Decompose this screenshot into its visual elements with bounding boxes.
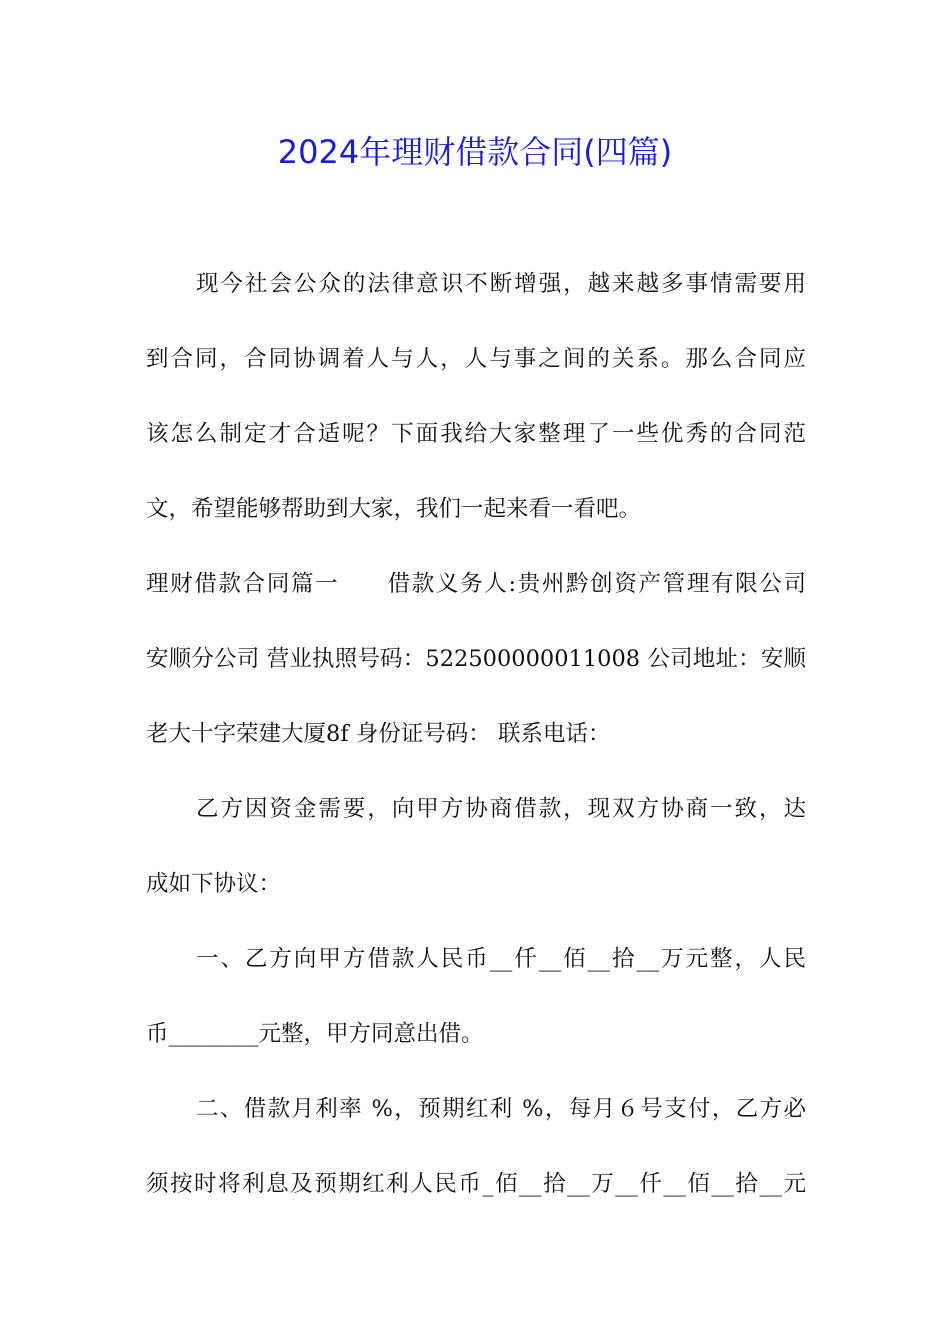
paragraph-line: 现今社会公众的法律意识不断增强，越来越多事情需要用 bbox=[196, 271, 806, 297]
paragraph-line: 安顺分公司 营业执照号码：522500000011008 公司地址：安顺 bbox=[146, 646, 806, 672]
paragraph-line: 须按时将利息及预期红利人民币_佰__拾__万__仟__佰__拾__元 bbox=[146, 1171, 806, 1197]
paragraph-line: 到合同，合同协调着人与人，人与事之间的关系。那么合同应 bbox=[146, 346, 806, 372]
paragraph-line: 理财借款合同篇一 借款义务人:贵州黔创资产管理有限公司 bbox=[146, 571, 806, 597]
paragraph-line: 乙方因资金需要，向甲方协商借款，现双方协商一致，达 bbox=[196, 796, 806, 822]
paragraph-line: 币________元整，甲方同意出借。 bbox=[146, 1021, 484, 1047]
paragraph-line: 该怎么制定才合适呢？下面我给大家整理了一些优秀的合同范 bbox=[146, 421, 806, 447]
document-title: 2024年理财借款合同(四篇) bbox=[277, 133, 673, 171]
paragraph-line: 文，希望能够帮助到大家，我们一起来看一看吧。 bbox=[146, 496, 642, 522]
paragraph-line: 老大十字荣建大厦8f 身份证号码： 联系电话： bbox=[146, 721, 611, 747]
paragraph-line: 二、借款月利率 %，预期红利 %，每月６号支付，乙方必 bbox=[196, 1096, 806, 1122]
paragraph-line: 成如下协议： bbox=[146, 871, 282, 897]
paragraph-line: 一、乙方向甲方借款人民币__仟__佰__拾__万元整，人民 bbox=[196, 946, 806, 972]
